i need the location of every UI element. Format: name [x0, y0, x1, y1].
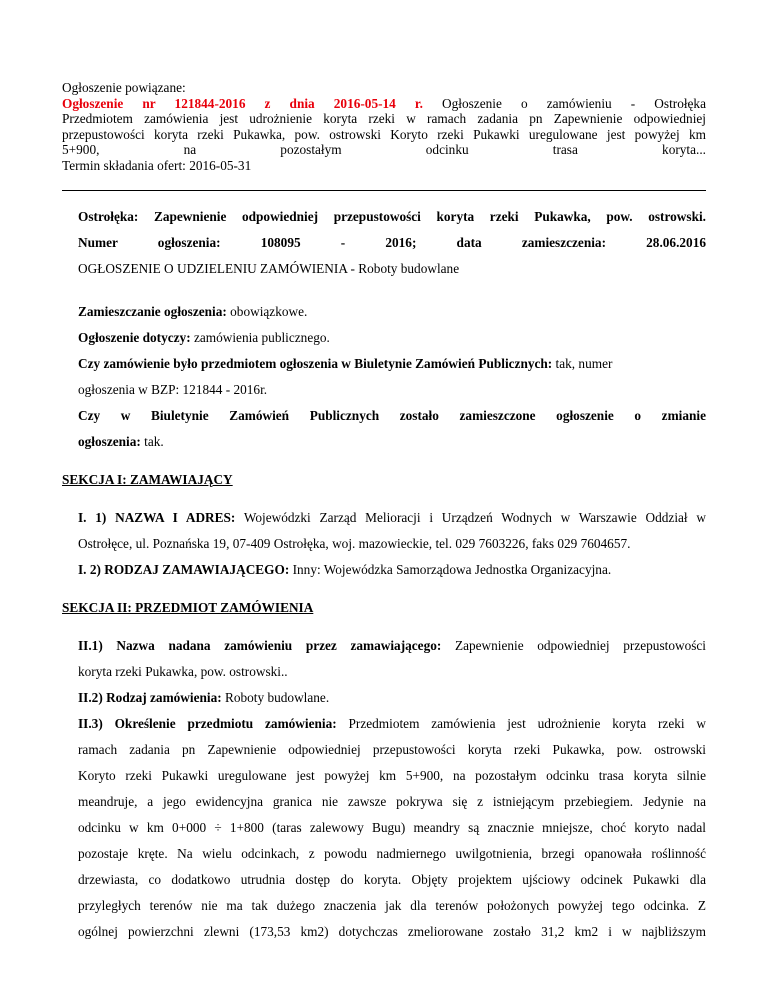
s1-address-line: Ostrołęce, ul. Poznańska 19, 07-409 Ostrołęka, woj. mazowieckie, tel. 029 7603226, faks 029 7604657.: [78, 536, 631, 551]
meta-concerns: Ogłoszenie dotyczy: zamówienia publicznego.: [78, 330, 330, 345]
related-line-4: 5+900, na pozostałym odcinku trasa koryta...: [62, 142, 706, 158]
meta-publication: Zamieszczanie ogłoszenia: obowiązkowe.: [78, 304, 308, 319]
section-2-title: SEKCJA II: PRZEDMIOT ZAMÓWIENIA: [62, 600, 314, 615]
s2-desc-line-8: przyległych terenów nie ma tak dużego znaczenia jak dla terenów położonych powyżej tego odcinka. Z: [78, 898, 706, 913]
related-line-1: [62, 96, 706, 112]
section-1-title: SEKCJA I: ZAMAWIAJĄCY: [62, 472, 233, 487]
notice-body: [62, 198, 706, 945]
related-label: Ogłoszenie powiązane:: [62, 80, 186, 95]
s2-name-cont: koryta rzeki Pukawka, pow. ostrowski..: [78, 664, 288, 679]
s2-desc-line-7: drzewiasta, co dodatkowo utrudnia dostęp do koryta. Objęty projektem ujściowy odcinek Pukawki dla: [78, 872, 706, 887]
change-answer: ogłoszenia: tak.: [78, 434, 164, 449]
s1-name-address: I. 1) NAZWA I ADRES: Wojewódzki Zarząd Melioracji i Urządzeń Wodnych w Warszawie Oddział w: [78, 510, 706, 525]
s2-desc-line-2: ramach zadania pn Zapewnienie odpowiedniej przepustowości koryta rzeki Pukawka, pow. ostrowski: [78, 742, 706, 757]
s2-desc-line-9: ogólnej powierzchni zlewni (173,53 km2) dotychczas zmeliorowane zostało 31,2 km2 i w najbliższym: [78, 924, 706, 939]
related-notice-link[interactable]: Ogłoszenie nr 121844-2016 z dnia 2016-05-14 r.: [62, 95, 423, 111]
related-deadline: Termin składania ofert: 2016-05-31: [62, 157, 252, 173]
s2-desc-line-6: pozostaje kręte. Na wielu odcinkach, z powodu nadmiernego uwilgotnienia, brzegi opanowała roślinność: [78, 846, 706, 861]
s2-desc-line-5: odcinku w km 0+000 ÷ 1+800 (taras zalewowy Bugu) meandry są znacznie mniejsze, choć koryto nadal: [78, 820, 706, 835]
bzp-question: Czy zamówienie było przedmiotem ogłoszenia w Biuletynie Zamówień Publicznych: tak, numer: [78, 356, 613, 371]
s2-desc-line-3: Koryto rzeki Pukawki uregulowane jest powyżej km 5+900, na pozostałym odcinku trasa koryta silnie: [78, 768, 706, 783]
s2-kind: II.2) Rodzaj zamówienia: Roboty budowlane.: [78, 690, 330, 705]
notice-number-line: Numer ogłoszenia: 108095 - 2016; data zamieszczenia: 28.06.2016: [78, 235, 706, 250]
notice-type: OGŁOSZENIE O UDZIELENIU ZAMÓWIENIA - Roboty budowlane: [78, 261, 460, 276]
s2-name: II.1) Nazwa nadana zamówieniu przez zamawiającego: Zapewnienie odpowiedniej przepustowości: [78, 638, 706, 653]
related-line-2: Przedmiotem zamówienia jest udrożnienie koryta rzeki w ramach zadania pn Zapewnienie odpowiedniej: [62, 111, 706, 127]
s1-type: I. 2) RODZAJ ZAMAWIAJĄCEGO: Inny: Wojewódzka Samorządowa Jednostka Organizacyjna.: [78, 562, 612, 577]
related-notice: [62, 80, 706, 174]
separator-rule: [62, 190, 706, 191]
s2-desc-line-1: II.3) Określenie przedmiotu zamówienia: Przedmiotem zamówienia jest udrożnienie koryta rzeki w: [78, 716, 706, 731]
s2-desc-line-4: meandruje, a jego ewidencyjna granica nie zawsze pokrywa się z istniejącym przebiegiem. Jedynie na: [78, 794, 706, 809]
change-question: Czy w Biuletynie Zamówień Publicznych zostało zamieszczone ogłoszenie o zmianie: [78, 408, 706, 423]
related-line-3: przepustowości koryta rzeki Pukawka, pow. ostrowski Koryto rzeki Pukawki uregulowane jest powyżej km: [62, 126, 706, 142]
notice-title: Ostrołęka: Zapewnienie odpowiedniej przepustowości koryta rzeki Pukawka, pow. ostrowski.: [78, 209, 706, 224]
related-text-1: Ogłoszenie o zamówieniu - Ostrołęka: [422, 95, 706, 111]
bzp-number: ogłoszenia w BZP: 121844 - 2016r.: [78, 382, 268, 397]
